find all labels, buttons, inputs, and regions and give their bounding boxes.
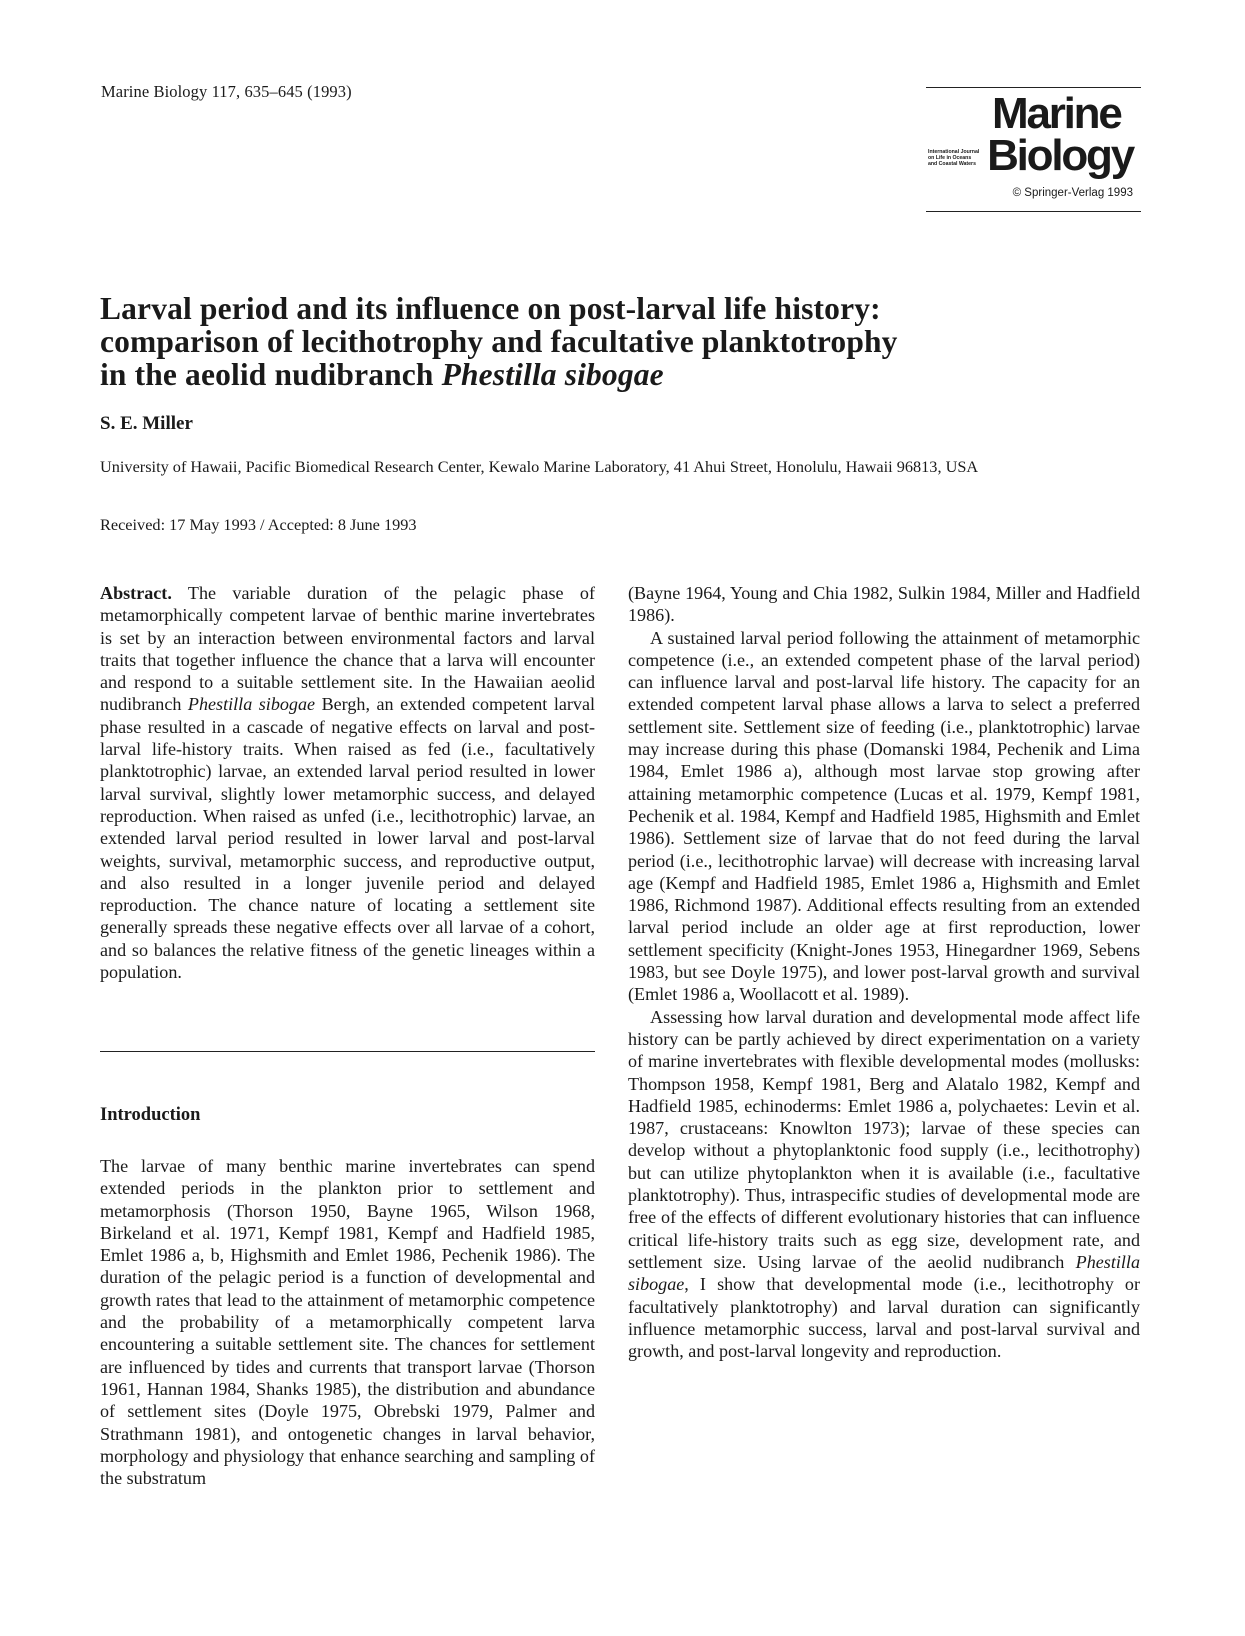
intro-species-name: Phestilla sibogae — [628, 1251, 1140, 1295]
abstract-species-name: Phestilla sibogae — [187, 694, 316, 715]
logo-tagline-line: International Journal — [928, 149, 980, 155]
author-name: S. E. Miller — [100, 413, 193, 434]
abstract-paragraph — [100, 582, 595, 983]
article-title — [100, 292, 1140, 391]
intro-text: Assessing how larval duration and developmental mode affect life history can be partly achieved by direct experimentation on a variety of marine invertebrates with flexible developmental modes (mollusks: Thompson 1958, Kempf 1981, Berg and Alatalo 1982, Kempf and Hadfield 1985, echinoderms: Emlet 1986 a, polychaetes: Levin et al. 1987, crustaceans: Knowlton 1973); larvae of these species can develop without a phytoplanktonic food supply (i.e., lecithotrophy) but can utilize phytoplankton when it is available (i.e., facultative planktotrophy). Thus, intraspecific studies of developmental mode are free of the effects of different evolutionary histories that can influence critical life-history traits such as egg size, development rate, and settlement size. Using larvae of the aeolid nudibranch — [628, 1006, 1140, 1272]
logo-wordmark-biology: Biology — [987, 131, 1133, 180]
abstract-divider — [100, 1051, 595, 1052]
logo-tagline — [928, 149, 986, 167]
received-dates: Received: 17 May 1993 / Accepted: 8 June 1993 — [100, 515, 417, 534]
abstract-text: The variable duration of the pelagic phase of metamorphically competent larvae of benthic marine invertebrates is set by an interaction between environmental factors and larval traits that together influence the chance that a larva will encounter and respond to a suitable settlement site. In the Hawaiian aeolid nudibranch — [100, 583, 595, 715]
title-text: in the aeolid nudibranch — [100, 357, 442, 392]
abstract-label: Abstract. — [100, 583, 172, 603]
intro-paragraph — [628, 1006, 1140, 1363]
abstract — [100, 582, 595, 983]
title-line: Larval period and its influence on post-larval life history: — [100, 291, 881, 326]
logo-bottom-rule — [926, 211, 1141, 212]
copyright-notice: © Springer-Verlag 1993 — [1012, 187, 1133, 199]
logo-top-rule — [926, 87, 1141, 88]
title-line: comparison of lecithotrophy and facultative planktotrophy — [100, 324, 898, 359]
intro-paragraph: The larvae of many benthic marine invertebrates can spend extended periods in the plankton prior to settlement and metamorphosis (Thorson 1950, Bayne 1965, Wilson 1968, Birkeland et al. 1971, Kempf 1981, Kempf and Hadfield 1985, Emlet 1986 a, b, Highsmith and Emlet 1986, Pechenik 1986). The duration of the pelagic period is a function of developmental and growth rates that lead to the attainment of metamorphic competence and the probability of a metamorphically competent larva encountering a suitable settlement site. The chances for settlement are influenced by tides and currents that transport larvae (Thorson 1961, Hannan 1984, Shanks 1985), the distribution and abundance of settlement sites (Doyle 1975, Obrebski 1979, Palmer and Strathmann 1981), and ontogenetic changes in larval behavior, morphology and physiology that enhance searching and sampling of the substratum — [100, 1156, 595, 1489]
logo-tagline-line: on Life in Oceans — [928, 155, 972, 161]
journal-logo — [926, 87, 1141, 213]
journal-citation: Marine Biology 117, 635–645 (1993) — [101, 82, 352, 101]
section-heading-introduction: Introduction — [100, 1105, 201, 1125]
introduction-right-column — [628, 582, 1140, 1362]
intro-paragraph-continued: (Bayne 1964, Young and Chia 1982, Sulkin 1984, Miller and Hadfield 1986). — [628, 583, 1140, 626]
intro-paragraph: A sustained larval period following the attainment of metamorphic competence (i.e., an extended competent phase of the larval period) can influence larval and post-larval life history. The capacity for an extended competent larval phase allows a larva to select a preferred settlement site. Settlement size of feeding (i.e., planktotrophic) larvae may increase during this phase (Domanski 1984, Pechenik and Lima 1984, Emlet 1986 a), although most larvae stop growing after attaining metamorphic competence (Lucas et al. 1979, Kempf 1981, Pechenik et al. 1984, Kempf and Hadfield 1985, Highsmith and Emlet 1986). Settlement size of larvae that do not feed during the larval period (i.e., lecithotrophic larvae) will decrease with increasing larval age (Kempf and Hadfield 1985, Emlet 1986 a, Highsmith and Emlet 1986, Richmond 1987). Additional effects resulting from an extended larval period include an older age at first reproduction, lower settlement specificity (Knight-Jones 1953, Hinegardner 1969, Sebens 1983, but see Doyle 1975), and lower post-larval growth and survival (Emlet 1986 a, Woollacott et al. 1989). — [628, 627, 1140, 1005]
title-line — [100, 358, 1140, 391]
abstract-text: Bergh, an extended competent larval phase resulted in a cascade of negative effects on larval and post-larval life-history traits. When raised as fed (i.e., facultatively planktotrophic) larvae, an extended larval period resulted in lower larval survival, slightly lower metamorphic success, and delayed reproduction. When raised as unfed (i.e., lecithotrophic) larvae, an extended larval period resulted in lower larval and post-larval weights, survival, metamorphic success, and reproductive output, and also resulted in a longer juvenile period and delayed reproduction. The chance nature of locating a settlement site generally spreads these negative effects over all larvae of a cohort, and so balances the relative fitness of the genetic lineages within a population. — [100, 694, 596, 983]
author-affiliation: University of Hawaii, Pacific Biomedical Research Center, Kewalo Marine Laboratory, 41 Ahui Street, Honolulu, Hawaii 96813, USA — [100, 457, 979, 476]
intro-text: , I show that developmental mode (i.e., lecithotrophy or facultatively planktotrophy) and larval duration can significantly influence metamorphic success, larval and post-larval survival and growth, and post-larval longevity and reproduction. — [628, 1274, 1140, 1362]
title-species-name: Phestilla sibogae — [441, 357, 664, 392]
logo-tagline-line: and Coastal Waters — [928, 161, 976, 167]
introduction-left-column — [100, 1155, 595, 1489]
logo-wordmark-marine: Marine — [992, 89, 1121, 138]
